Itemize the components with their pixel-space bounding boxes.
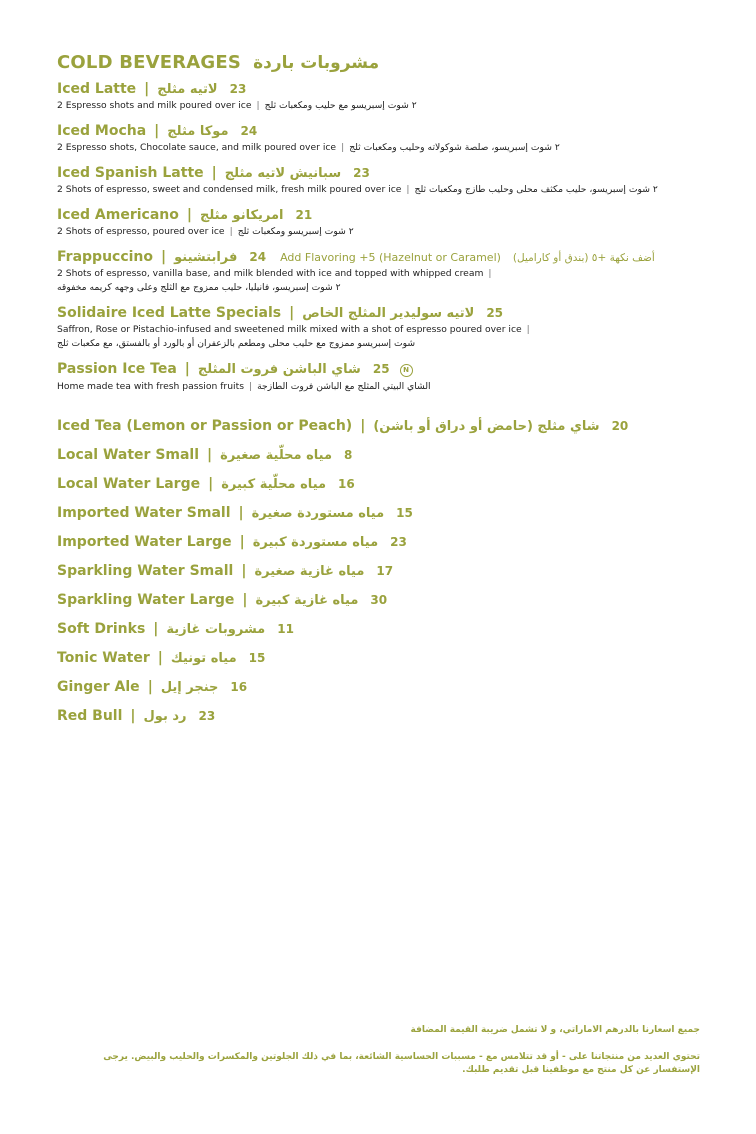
item-name-en: Frappuccino — [57, 249, 154, 265]
separator: | — [238, 505, 244, 521]
item-name-en: Iced Spanish Latte — [57, 165, 204, 181]
item-desc-en: 2 Espresso shots and milk poured over ice — [57, 100, 252, 111]
item-name-en: Soft Drinks — [57, 621, 146, 637]
menu-item-imported-water-small — [57, 505, 737, 521]
item-description — [57, 226, 737, 237]
menu-item-red-bull — [57, 708, 737, 724]
item-description-ar-line — [57, 282, 737, 293]
item-desc-ar: ٢ شوت إسبريسو، صلصة شوكولاته وحليب ومكعبات ثلج — [349, 142, 560, 153]
menu-item-iced-latte — [57, 81, 737, 111]
item-desc-ar: ٢ شوت إسبريسو، فانيليا، حليب ممزوج مع الثلج وعلى وجهه كريمه مخفوقه — [57, 282, 341, 293]
item-name-ar: موكا مثلج — [167, 124, 229, 139]
section-title-ar: مشروبات باردة — [253, 53, 380, 73]
item-name-ar: مشروبات غازية — [166, 622, 266, 637]
separator: | — [208, 476, 214, 492]
menu-item-tonic-water — [57, 650, 737, 666]
item-name-ar: مياه محلّية صغيرة — [220, 448, 333, 463]
item-name-en: Ginger Ale — [57, 679, 140, 695]
item-name-ar: شاي الباشن فروت المثلج — [197, 362, 361, 377]
item-desc-en: 2 Shots of espresso, poured over ice — [57, 226, 225, 237]
item-name-ar: فرابتشينو — [174, 250, 238, 265]
separator: | — [211, 165, 217, 181]
separator: | — [186, 207, 192, 223]
item-description — [57, 142, 737, 153]
nuts-allergen-icon: N — [400, 364, 413, 377]
item-name-ar: مياه غازية صغيرة — [254, 564, 365, 579]
item-desc-ar: ٢ شوت إسبريسو، حليب مكثف محلى وحليب طازج ومكعبات ثلج — [414, 184, 658, 195]
item-price: 23 — [229, 82, 247, 96]
item-description-ar-line — [57, 338, 737, 349]
separator: | — [147, 679, 153, 695]
item-name-ar: مياه محلّية كبيرة — [221, 477, 327, 492]
separator: | — [154, 123, 160, 139]
item-name-ar: سبانيش لاتيه مثلج — [224, 166, 342, 181]
separator: | — [144, 81, 150, 97]
item-name-en: Local Water Small — [57, 447, 200, 463]
item-desc-en: 2 Shots of espresso, vanilla base, and milk blended with ice and topped with whipped cream — [57, 268, 484, 279]
separator: | — [242, 592, 248, 608]
separator: | — [161, 249, 167, 265]
separator: | — [248, 381, 253, 392]
item-price: 11 — [277, 622, 294, 636]
menu-item-iced-spanish-latte — [57, 165, 737, 195]
item-name-en: Iced Mocha — [57, 123, 147, 139]
item-name-en: Imported Water Small — [57, 505, 231, 521]
item-name-ar: امريكانو مثلج — [199, 208, 284, 223]
separator: | — [241, 563, 247, 579]
menu-item-ginger-ale — [57, 679, 737, 695]
item-price: 24 — [249, 250, 267, 264]
menu-item-iced-americano — [57, 207, 737, 237]
item-price: 23 — [353, 166, 370, 180]
item-desc-en: Home made tea with fresh passion fruits — [57, 381, 244, 392]
item-name-ar: لاتيه مثلج — [157, 82, 218, 97]
separator: | — [289, 305, 295, 321]
separator: | — [184, 361, 190, 377]
item-price: 20 — [611, 419, 629, 433]
item-price: 15 — [396, 506, 413, 520]
item-price: 21 — [295, 208, 313, 222]
section-spacer — [57, 404, 737, 418]
item-name-en: Local Water Large — [57, 476, 201, 492]
item-desc-ar: الشاي البيتي المثلج مع الباشن فروت الطازجة — [257, 381, 431, 392]
separator: | — [488, 268, 492, 279]
menu-item-local-water-large — [57, 476, 737, 492]
item-price: 15 — [248, 651, 266, 665]
menu-item-frappuccino — [57, 249, 737, 293]
section-heading — [57, 52, 737, 73]
menu-item-soft-drinks — [57, 621, 737, 637]
item-desc-en: Saffron, Rose or Pistachio-infused and sweetened milk mixed with a shot of espresso poured over ice — [57, 324, 522, 335]
flavoring-note-ar: أضف نكهة +٥ (بندق أو كاراميل) — [512, 252, 655, 264]
separator: | — [130, 708, 136, 724]
item-desc-en: 2 Shots of espresso, sweet and condensed milk, fresh milk poured over ice — [57, 184, 402, 195]
menu-item-passion-ice-tea — [57, 361, 737, 392]
separator: | — [207, 447, 213, 463]
item-desc-en: 2 Espresso shots, Chocolate sauce, and milk poured over ice — [57, 142, 337, 153]
item-name-ar: مياه مستوردة كبيرة — [252, 535, 379, 550]
separator: | — [229, 226, 233, 237]
item-price: 30 — [370, 593, 388, 607]
item-name-ar: لاتيه سوليدير المثلج الخاص — [302, 306, 475, 321]
menu-item-imported-water-large — [57, 534, 737, 550]
item-name-en: Iced Americano — [57, 207, 179, 223]
simple-items-list — [57, 418, 737, 724]
item-description — [57, 324, 737, 335]
item-description — [57, 184, 737, 195]
item-price: 24 — [240, 124, 258, 138]
item-description — [57, 381, 737, 392]
item-price: 23 — [198, 709, 216, 723]
separator: | — [153, 621, 159, 637]
item-name-ar: مياه تونيك — [170, 651, 237, 666]
item-name-en: Iced Latte — [57, 81, 137, 97]
item-desc-ar: ٢ شوت إسبريسو مع حليب ومكعبات ثلج — [264, 100, 417, 111]
flavoring-note-en: Add Flavoring +5 (Hazelnut or Caramel) — [280, 251, 501, 264]
item-price: 8 — [344, 448, 353, 462]
item-name-en: Red Bull — [57, 708, 123, 724]
menu-item-iced-mocha — [57, 123, 737, 153]
item-name-en: Tonic Water — [57, 650, 150, 666]
separator: | — [239, 534, 245, 550]
item-name-en: Iced Tea (Lemon or Passion or Peach) — [57, 418, 353, 434]
item-name-en: Sparkling Water Small — [57, 563, 234, 579]
menu-page — [57, 52, 737, 737]
item-name-ar: جنجر إيل — [160, 680, 219, 695]
item-price: 25 — [372, 362, 390, 376]
menu-item-sparkling-water-large — [57, 592, 737, 608]
section-title-en: COLD BEVERAGES — [57, 52, 242, 73]
item-price: 23 — [390, 535, 407, 549]
item-name-ar: رد بول — [143, 709, 187, 724]
separator: | — [360, 418, 366, 434]
item-name-en: Solidaire Iced Latte Specials — [57, 305, 282, 321]
menu-item-sparkling-water-small — [57, 563, 737, 579]
footer-notes — [57, 1024, 700, 1091]
separator: | — [256, 100, 260, 111]
item-description — [57, 268, 737, 279]
item-name-en: Passion Ice Tea — [57, 361, 177, 377]
allergen-note: تحتوي العديد من منتجاتنا على - أو قد تتلامس مع - مسببات الحساسية الشائعة، بما في ذلك الجلوتين والمكسرات والحليب والبيض. يرجى الإستفسار عن كل منتج مع موظفينا قبل تقديم طلبك. — [103, 1052, 700, 1076]
vat-note: جميع اسعارنا بالدرهم الاماراتي، و لا تشمل ضريبة القيمة المضافة — [410, 1025, 700, 1035]
menu-item-iced-tea — [57, 418, 737, 434]
menu-item-local-water-small — [57, 447, 737, 463]
item-description — [57, 100, 737, 111]
item-price: 16 — [230, 680, 248, 694]
item-name-ar: مياه غازية كبيرة — [255, 593, 359, 608]
item-name-ar: شاي مثلج (حامض أو دراق أو باشن) — [373, 419, 600, 434]
item-name-en: Imported Water Large — [57, 534, 232, 550]
item-desc-ar: شوت إسبريسو ممزوج مع حليب محلى ومطعم بالزعفران أو بالورد أو بالفستق، مع مكعبات ثلج — [57, 338, 416, 349]
separator: | — [157, 650, 163, 666]
menu-item-solidaire-specials — [57, 305, 737, 349]
item-price: 16 — [338, 477, 355, 491]
item-desc-ar: ٢ شوت إسبريسو ومكعبات ثلج — [237, 226, 354, 237]
item-price: 25 — [486, 306, 504, 320]
item-name-ar: مياه مستوردة صغيرة — [251, 506, 385, 521]
separator: | — [341, 142, 345, 153]
separator: | — [526, 324, 530, 335]
item-price: 17 — [376, 564, 394, 578]
item-name-en: Sparkling Water Large — [57, 592, 235, 608]
separator: | — [406, 184, 410, 195]
